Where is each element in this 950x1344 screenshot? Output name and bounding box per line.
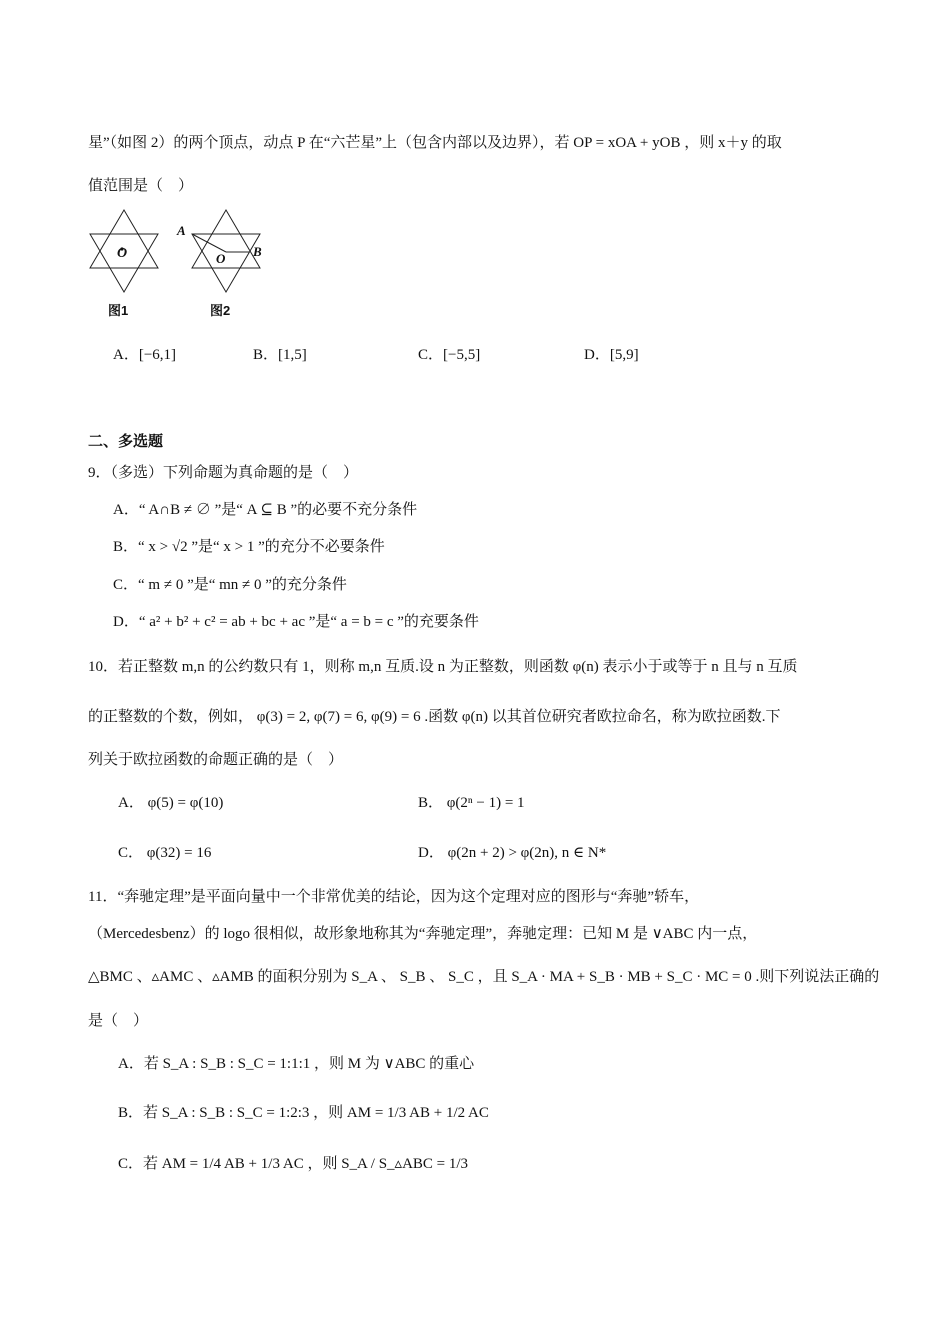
q11-option-b[interactable]: B．若 S_A : S_B : S_C = 1:2:3 ，则 AM = 1/3 AB + 1/2 AC (118, 1105, 489, 1121)
q8-option-d[interactable]: D．[5,9] (584, 347, 639, 363)
figure-2-point-o: O (216, 251, 226, 266)
figure-1-label: 图1 (108, 303, 129, 318)
figure-1-point-o: O (117, 246, 128, 261)
q11-option-c[interactable]: C．若 AM = 1/4 AB + 1/3 AC ，则 S_A / S_▵ABC = 1/3 (118, 1156, 469, 1172)
q10-stem-line1: 10．若正整数 m,n 的公约数只有 1，则称 m,n 互质.设 n 为正整数，则函数 φ(n) 表示小于或等于 n 且与 n 互质 (88, 659, 798, 675)
q11-stem-line1: 11．“奔驰定理”是平面向量中一个非常优美的结论，因为这个定理对应的图形与“奔驰”轿车， (88, 889, 700, 905)
figure-2-point-a: A (177, 223, 186, 238)
q8-option-c[interactable]: C．[−5,5] (418, 347, 481, 363)
figure-2-label: 图2 (210, 303, 231, 318)
q10-stem-line2: 的正整数的个数，例如， φ(3) = 2, φ(7) = 6, φ(9) = 6 .函数 φ(n) 以其首位研究者欧拉命名，称为欧拉函数.下 (88, 709, 781, 725)
q9-option-d[interactable]: D．“ a² + b² + c² = ab + bc + ac ”是“ a = b = c ”的充要条件 (113, 614, 479, 630)
q10-option-b[interactable]: B． φ(2ⁿ − 1) = 1 (418, 795, 525, 811)
section-title: 二、多选题 (88, 433, 164, 450)
q10-option-d[interactable]: D． φ(2n + 2) > φ(2n), n ∈ N* (418, 845, 607, 861)
q10-option-a[interactable]: A． φ(5) = φ(10) (118, 795, 224, 811)
q8-stem-line1: 星”（如图 2）的两个顶点，动点 P 在“六芒星”上（包含内部以及边界），若 OP = xOA + yOB ，则 x＋y 的取 (88, 135, 782, 151)
figure-2-point-b: B (253, 244, 262, 259)
q11-stem-line3: △BMC 、▵AMC 、▵AMB 的面积分别为 S_A 、 S_B 、 S_C ，且 S_A · MA + S_B · MB + S_C · MC = 0 .则下列说法正确的 (88, 969, 880, 985)
q9-stem: 9．（多选）下列命题为真命题的是（ ） (88, 465, 359, 481)
q9-option-a[interactable]: A．“ A∩B ≠ ∅ ”是“ A ⊆ B ”的必要不充分条件 (113, 502, 418, 518)
q8-stem-line2: 值范围是（ ） (88, 178, 194, 194)
q8-option-a[interactable]: A．[−6,1] (113, 347, 177, 363)
q9-option-c[interactable]: C．“ m ≠ 0 ”是“ mn ≠ 0 ”的充分条件 (113, 577, 347, 593)
q9-option-b[interactable]: B．“ x > √2 ”是“ x > 1 ”的充分不必要条件 (113, 539, 385, 555)
q11-stem-line2: （Mercedesbenz）的 logo 很相似，故形象地称其为“奔驰定理”，奔驰定理：已知 M 是 ∨ABC 内一点， (88, 926, 758, 942)
q11-option-a[interactable]: A．若 S_A : S_B : S_C = 1:1:1 ，则 M 为 ∨ABC 的重心 (118, 1056, 475, 1072)
q8-option-b[interactable]: B．[1,5] (253, 347, 307, 363)
q10-stem-line3: 列关于欧拉函数的命题正确的是（ ） (88, 752, 344, 768)
q11-stem-line4: 是（ ） (88, 1013, 149, 1029)
q10-option-c[interactable]: C． φ(32) = 16 (118, 845, 212, 861)
